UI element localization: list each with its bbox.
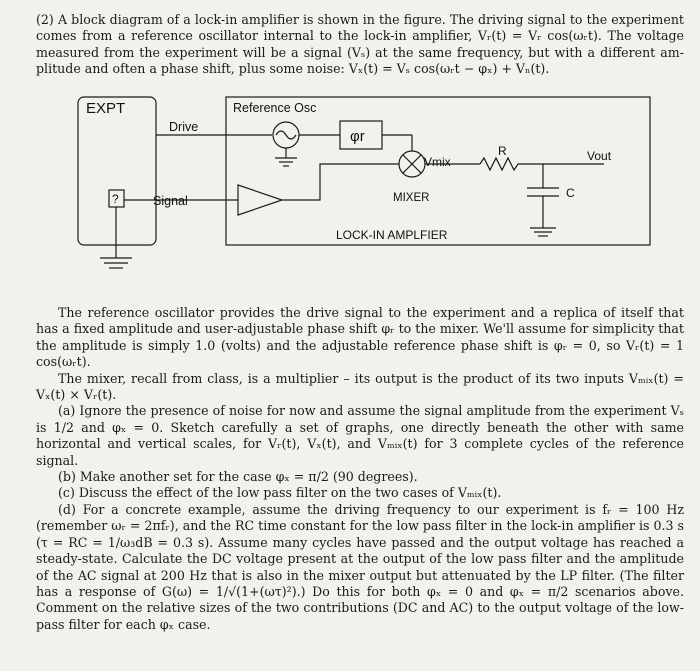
sine-icon: [276, 131, 296, 139]
part-c: (c) Discuss the effect of the low pass filter on the two cases of Vₘᵢₓ(t).: [58, 485, 502, 501]
intro-line-3: measured from the experiment will be a signal (Vₛ) at the same frequency, but with a different am-: [36, 44, 684, 60]
resistor-icon: [480, 158, 518, 170]
intro-line-1: (2) A block diagram of a lock-in amplifier is shown in the figure. The driving signal to the experiment: [36, 12, 684, 27]
phase-label: φr: [350, 128, 365, 145]
part-d: (d) For a concrete example, assume the driving frequency to our experiment is fᵣ = 100 Hz (remember ωᵣ = 2πfᵣ), and the RC time constant for the low pass filter in the lock-in amplifier is 0.3 s (τ = RC = 1/ω₃dB = 0.3 s). Assume many cycles have passed and the output voltage has reached a steady-state. Calculate the DC voltage present at the output of the low pass filter and the amplitude of the AC signal at 200 Hz that is also in the mixer output but attenuated by the LP filter. (The filter has a response of G(ω) = 1/√(1+(ωτ)²).) Do this for both φₓ = 0 and φₓ = π/2 scenarios above. Comment on the relative sizes of the two contributions (DC and AC) to the output voltage of the low-pass filter for each φₓ case.: [36, 501, 684, 632]
expt-box: [78, 97, 156, 245]
mixer-label: MIXER: [393, 192, 430, 204]
part-a: (a) Ignore the presence of noise for now and assume the signal amplitude from the experiment Vₛ is 1/2 and φₓ = 0. Sketch carefully a set of graphs, one directly beneath the other with same horizontal and vertical scales, for Vᵣ(t), Vₓ(t), and Vₘᵢₓ(t) for 3 complete cycles of the reference signal.: [36, 403, 684, 468]
lockin-box: [226, 97, 650, 245]
paragraph-mixer: The mixer, recall from class, is a multiplier – its output is the product of its two inputs Vₘᵢₓ(t) = Vₓ(t) × Vᵣ(t).: [36, 370, 684, 403]
c-label: C: [566, 186, 575, 200]
reference-osc-label: Reference Osc: [233, 101, 317, 115]
problem-body: [36, 305, 684, 633]
part-b: (b) Make another set for the case φₓ = π/2 (90 degrees).: [58, 469, 418, 485]
amplifier-icon: [238, 185, 282, 215]
intro-line-4: plitude and often a phase shift, plus some noise: Vₓ(t) = Vₛ cos(ωᵣt − φₓ) + Vₙ(t).: [36, 61, 550, 77]
lockin-label: LOCK-IN AMPLFIER: [336, 228, 448, 242]
drive-label: Drive: [169, 120, 199, 134]
intro-line-2: comes from a reference oscillator internal to the lock-in amplifier, Vᵣ(t) = Vᵣ cos(ωᵣt). The voltage: [36, 28, 684, 44]
signal-label: Signal: [153, 194, 188, 208]
vout-label: Vout: [587, 149, 612, 163]
vmix-label: Vmix: [424, 155, 451, 169]
expt-label: EXPT: [86, 100, 126, 117]
problem-intro: [36, 12, 684, 78]
question-label: ?: [112, 192, 119, 206]
lock-in-block-diagram: [0, 86, 700, 286]
paragraph-reference: The reference oscillator provides the drive signal to the experiment and a replica of itself that has a fixed amplitude and user-adjustable phase shift φᵣ to the mixer. We'll assume for simplicity that the amplitude is simply 1.0 (volts) and the adjustable reference phase shift is φᵣ = 0, so Vᵣ(t) = 1 cos(ωᵣt).: [36, 305, 684, 370]
r-label: R: [498, 144, 507, 158]
